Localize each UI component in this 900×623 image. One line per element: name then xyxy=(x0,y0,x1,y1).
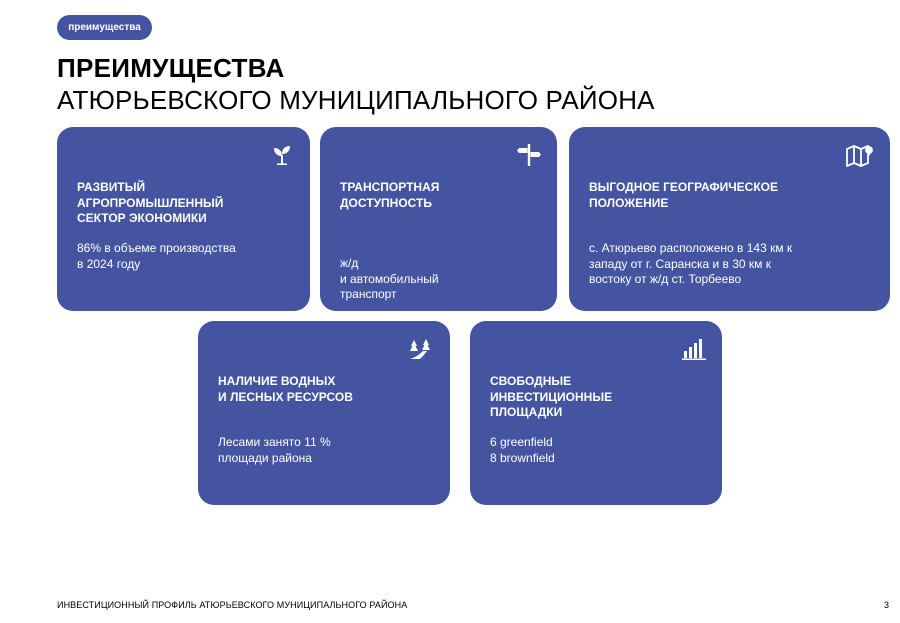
advantage-card-geography xyxy=(569,127,890,311)
card-description: ж/д и автомобильный транспорт xyxy=(340,256,439,301)
page-subtitle: АТЮРЬЕВСКОГО МУНИЦИПАЛЬНОГО РАЙОНА xyxy=(57,85,655,115)
bar-chart-icon xyxy=(682,337,706,361)
sprout-icon xyxy=(270,143,294,167)
card-heading: НАЛИЧИЕ ВОДНЫХ И ЛЕСНЫХ РЕСУРСОВ xyxy=(218,374,353,404)
advantage-card-agro xyxy=(57,127,310,311)
section-badge: преимущества xyxy=(57,15,152,40)
advantage-card-transport xyxy=(320,127,557,311)
card-description: 6 greenfield 8 brownfield xyxy=(490,435,555,465)
card-heading: ВЫГОДНОЕ ГЕОГРАФИЧЕСКОЕ ПОЛОЖЕНИЕ xyxy=(589,180,779,210)
map-icon xyxy=(846,143,874,167)
card-heading: РАЗВИТЫЙ АГРОПРОМЫШЛЕННЫЙ СЕКТОР ЭКОНОМИКИ xyxy=(77,180,224,225)
page-number: 3 xyxy=(884,600,890,610)
advantage-card-sites xyxy=(470,321,722,505)
card-description: 86% в объеме производства в 2024 году xyxy=(77,241,236,271)
card-heading: СВОБОДНЫЕ ИНВЕСТИЦИОННЫЕ ПЛОЩАДКИ xyxy=(490,374,613,419)
card-description: Лесами занято 11 % площади района xyxy=(218,435,331,465)
signpost-icon xyxy=(517,143,541,167)
page-title: ПРЕИМУЩЕСТВА xyxy=(57,53,285,83)
landscape-icon xyxy=(410,337,434,361)
card-description: с. Атюрьево расположено в 143 км к западу от г. Саранска и в 30 км к востоку от ж/д ст. Торбеево xyxy=(589,241,793,286)
footer-text: ИНВЕСТИЦИОННЫЙ ПРОФИЛЬ АТЮРЬЕВСКОГО МУНИЦИПАЛЬНОГО РАЙОНА xyxy=(57,600,408,610)
advantage-card-resources xyxy=(198,321,450,505)
card-heading: ТРАНСПОРТНАЯ ДОСТУПНОСТЬ xyxy=(340,180,440,210)
